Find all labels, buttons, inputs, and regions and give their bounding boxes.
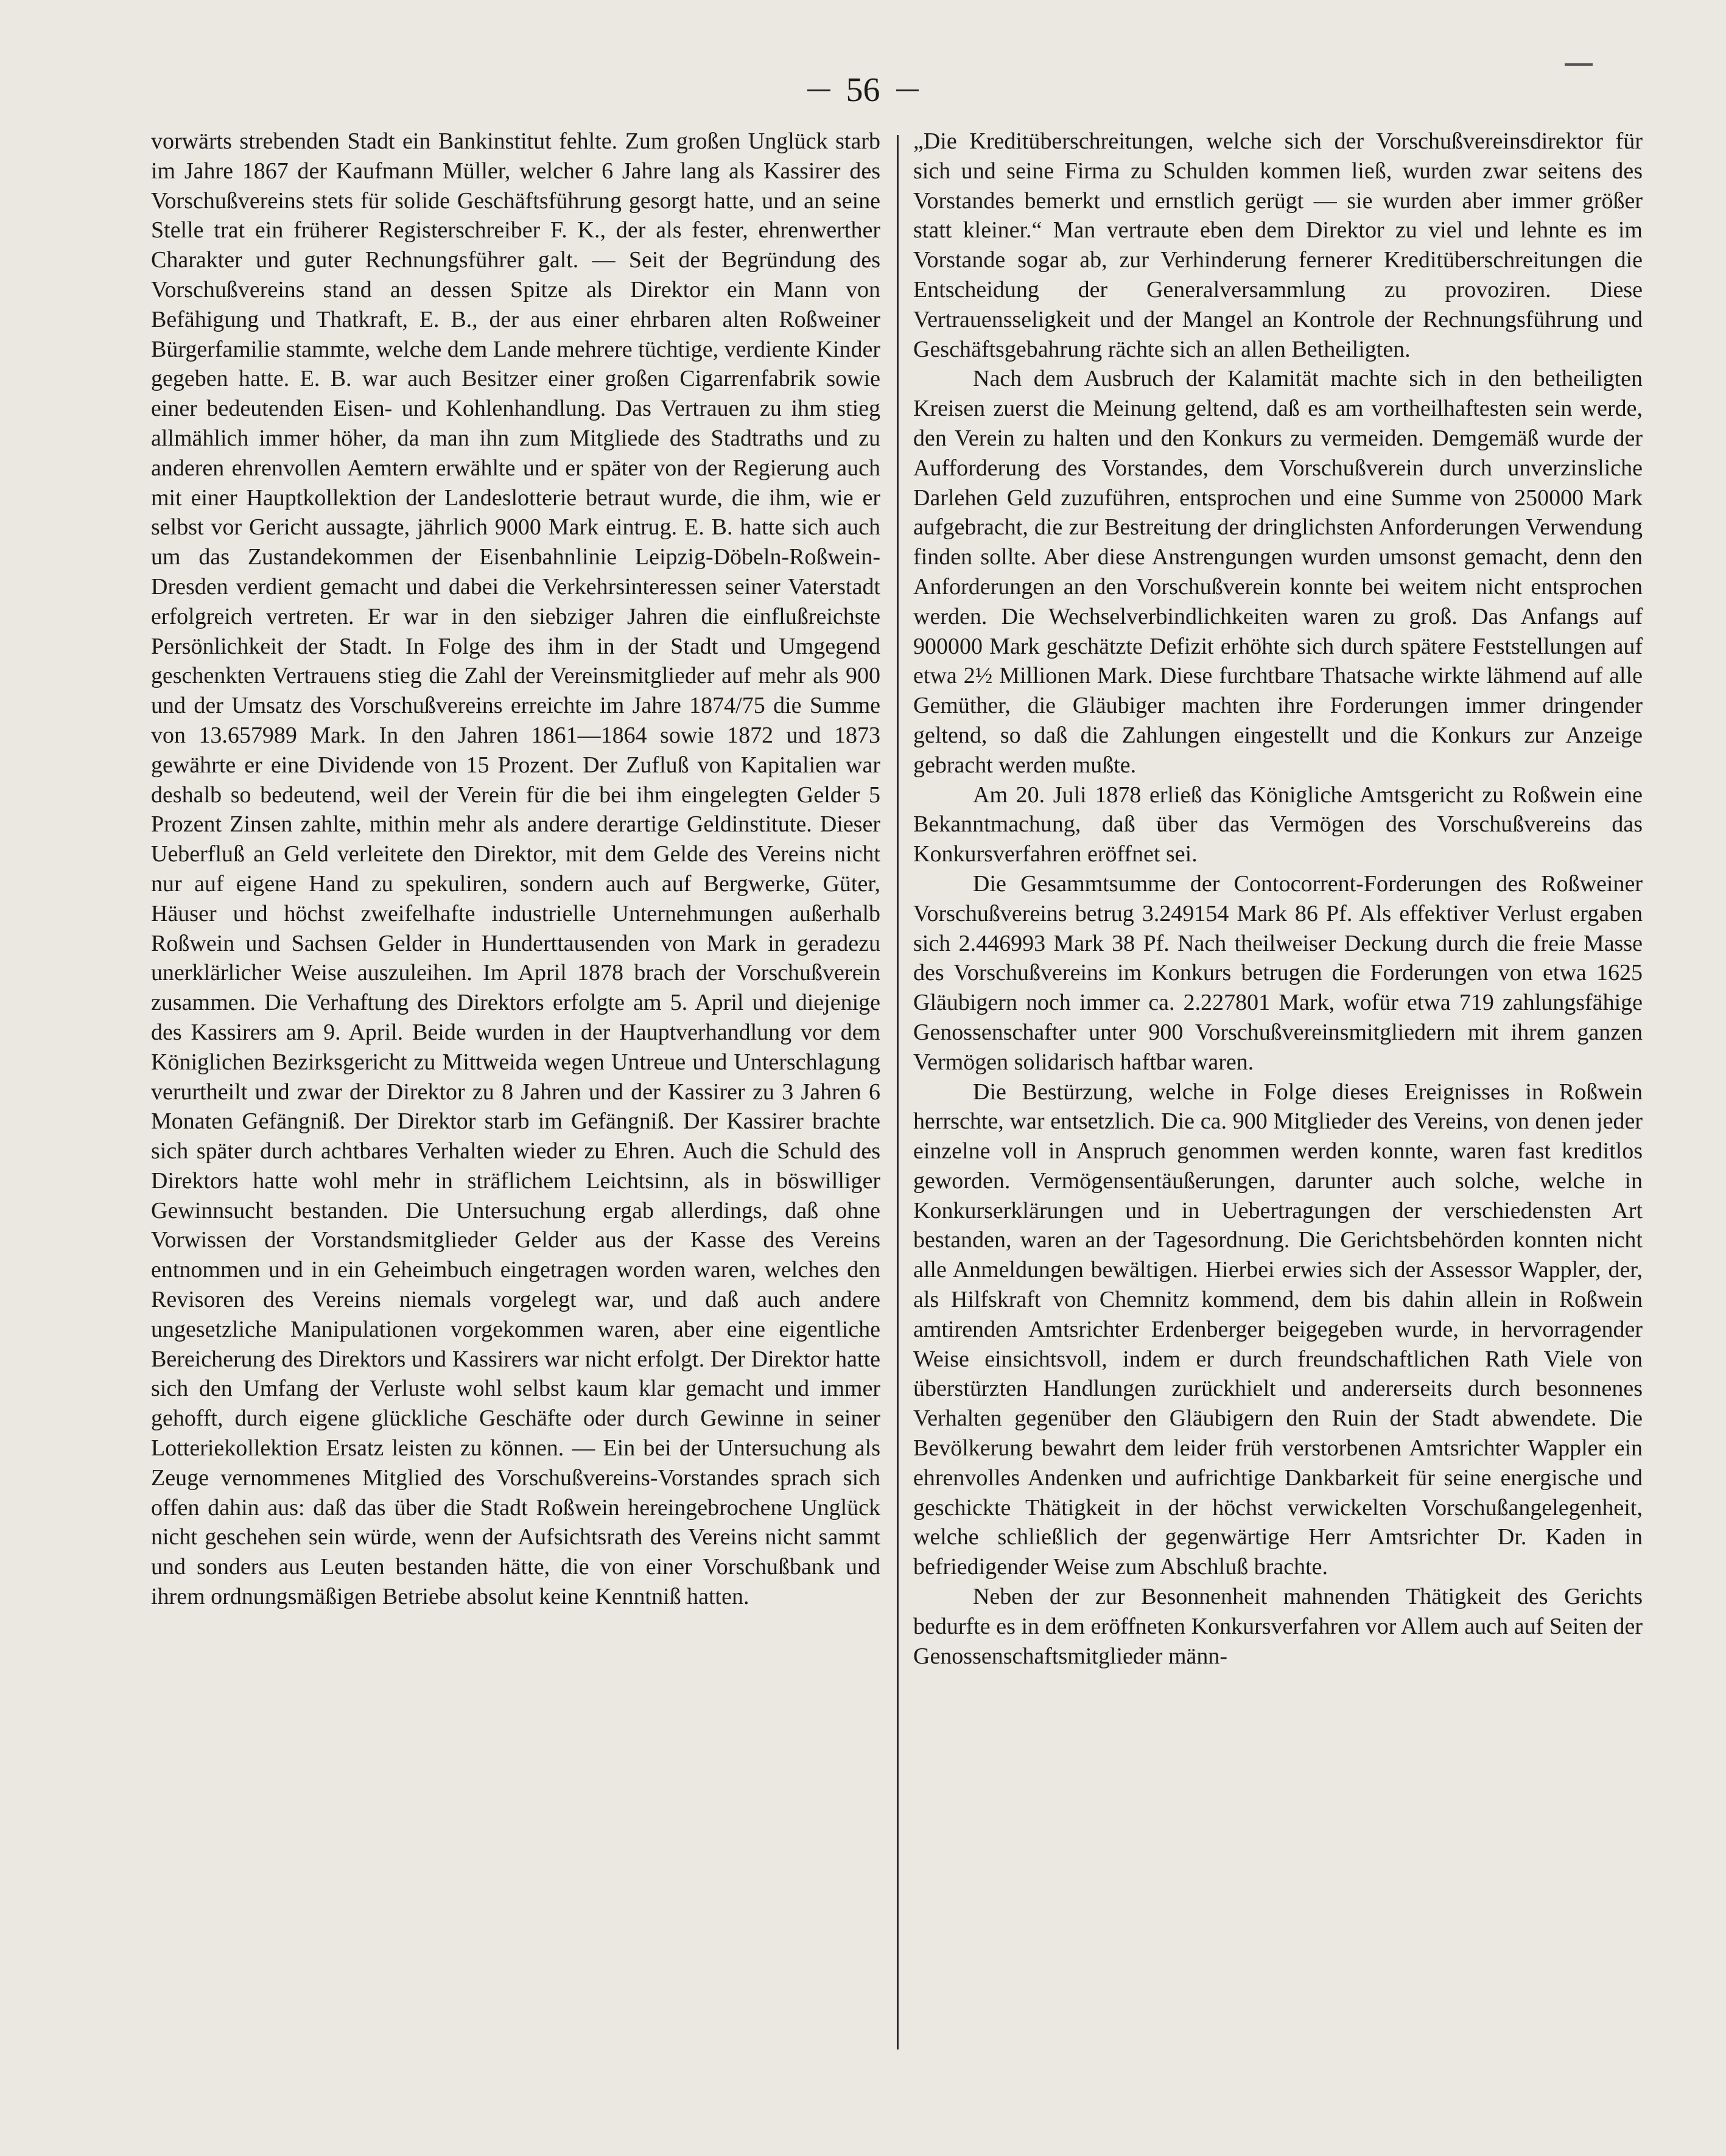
page-number-right-rule (896, 89, 919, 91)
page-number (791, 66, 935, 114)
right-paragraph-1: „Die Kreditüberschreitungen, welche sich der Vorschußvereinsdirektor für sich und seine Firma zu Schulden kommen ließ, wurden zwar seitens des Vorstandes bemerkt und ernstlich gerügt — sie wurden aber immer größer statt kleiner.“ Man vertraute eben dem Direktor zu viel und lehnte es im Vorstande sogar ab, zur Verhinderung fernerer Kreditüberschreitungen die Entscheidung der Generalversammlung zu provoziren. Diese Vertrauensseligkeit und der Mangel an Kontrole der Rechnungsführung und Geschäftsgebahrung rächte sich an allen Betheiligten. (913, 128, 1643, 362)
right-paragraph-2: Nach dem Ausbruch der Kalamität machte sich in den betheiligten Kreisen zuerst die Meinung geltend, daß es am vortheilhaftesten sein werde, den Verein zu halten und den Konkurs zu vermeiden. Demgemäß wurde der Aufforderung des Vorstandes, dem Vorschußverein durch unverzinsliche Darlehen Geld zuzuführen, entsprochen und eine Summe von 250000 Mark aufgebracht, die zur Bestreitung der dringlichsten Anforderungen Verwendung finden sollte. Aber diese Anstrengungen wurden umsonst gemacht, denn den Anforderungen an den Vorschußverein konnte bei weitem nicht entsprochen werden. Die Wechselverbindlichkeiten waren zu groß. Das Anfangs auf 900000 Mark geschätzte Defizit erhöhte sich durch spätere Feststellungen auf etwa 2½ Millionen Mark. Diese furchtbare Thatsache wirkte lähmend auf alle Gemüther, die Gläubiger machten ihre Forderungen immer dringender geltend, so daß die Zahlungen eingestellt und die Konkurs zur Anzeige gebracht werden mußte. (913, 366, 1643, 778)
right-paragraph-3: Am 20. Juli 1878 erließ das Königliche Amtsgericht zu Roßwein eine Bekanntmachung, daß über das Vermögen des Vorschußvereins das Konkursverfahren eröffnet sei. (913, 782, 1643, 867)
right-paragraph-5: Die Bestürzung, welche in Folge dieses Ereignisses in Roßwein herrschte, war entsetzlich. Die ca. 900 Mitglieder des Vereins, von denen jeder einzelne voll in Anspruch genommen werden konnte, waren fast kreditlos geworden. Vermögensentäußerungen, darunter auch solche, welche in Konkurserklärungen und in Uebertragungen der verschiedensten Art bestanden, waren an der Tagesordnung. Die Gerichtsbehörden konnten nicht alle Anmeldungen bewältigen. Hierbei erwies sich der Assessor Wappler, der, als Hilfskraft von Chemnitz kommend, dem bis dahin allein in Roßwein amtirenden Amtsrichter Erdenberger beigegeben wurde, in hervorragender Weise einsichtsvoll, indem er durch freundschaftlichen Rath Viele von überstürzten Handlungen zurückhielt und andererseits durch besonnenes Verhalten gegenüber den Gläubigern den Ruin der Stadt abwendete. Die Bevölkerung bewahrt dem leider früh verstorbenen Amtsrichter Wappler ein ehrenvolles Andenken und aufrichtige Dankbarkeit für seine energische und geschickte Thätigkeit in der höchst verwickelten Vorschußangelegenheit, welche schließlich der gegenwärtige Herr Amtsrichter Dr. Kaden in befriedigender Weise zum Abschluß brachte. (913, 1079, 1643, 1580)
left-paragraph-1: vorwärts strebenden Stadt ein Bankinstitut fehlte. Zum großen Unglück starb im Jahre 1867 der Kaufmann Müller, welcher 6 Jahre lang als Kassirer des Vorschußvereins stets für solide Geschäftsführung gesorgt hatte, und an seine Stelle trat ein früherer Registerschreiber F. K., der als fester, ehrenwerther Charakter und guter Rechnungsführer galt. — Seit der Begründung des Vorschußvereins stand an dessen Spitze als Direktor ein Mann von Befähigung und Thatkraft, E. B., der aus einer ehrbaren alten Roßweiner Bürgerfamilie stammte, welche dem Lande mehrere tüchtige, verdiente Kinder gegeben hatte. E. B. war auch Besitzer einer großen Cigarrenfabrik sowie einer bedeutenden Eisen- und Kohlenhandlung. Das Vertrauen zu ihm stieg allmählich immer höher, da man ihn zum Mitgliede des Stadtraths und zu anderen ehrenvollen Aemtern erwählte und er später von der Regierung auch mit einer Hauptkollektion der Landeslotterie betraut wurde, die ihm, wie er selbst vor Gericht aussagte, jährlich 9000 Mark eintrug. E. B. hatte sich auch um das Zustandekommen der Eisenbahnlinie Leipzig-Döbeln-Roßwein-Dresden verdient gemacht und dabei die Verkehrsinteressen seiner Vaterstadt erfolgreich vertreten. Er war in den siebziger Jahren die einflußreichste Persönlichkeit der Stadt. In Folge des ihm in der Stadt und Umgegend geschenkten Vertrauens stieg die Zahl der Vereinsmitglieder auf mehr als 900 und der Umsatz des Vorschußvereins erreichte im Jahre 1874/75 die Summe von 13.657989 Mark. In den Jahren 1861—1864 sowie 1872 und 1873 gewährte er eine Dividende von 15 Prozent. Der Zufluß von Kapitalien war deshalb so bedeutend, weil der Verein für die bei ihm eingelegten Gelder 5 Prozent Zinsen zahlte, mithin mehr als andere derartige Geldinstitute. Dieser Ueberfluß an Geld verleitete den Direktor, mit dem Gelde des Vereins nicht nur auf eigene Hand zu spekuliren, sondern auch auf Bergwerke, Güter, Häuser und höchst zweifelhafte industrielle Unternehmungen außerhalb Roßwein und Sachsen Gelder in Hunderttausenden von Mark in geradezu unerklärlicher Weise auszuleihen. Im April 1878 brach der Vorschußverein zusammen. Die Verhaftung des Direktors erfolgte am 5. April und diejenige des Kassirers am 9. April. Beide wurden in der Hauptverhandlung vor dem Königlichen Bezirksgericht zu Mittweida wegen Untreue und Unterschlagung verurtheilt und zwar der Direktor zu 8 Jahren und der Kassirer zu 3 Jahren 6 Monaten Gefängniß. Der Direktor starb im Gefängniß. Der Kassirer brachte sich später durch achtbares Verhalten wieder zu Ehren. Auch die Schuld des Direktors hatte wohl mehr in sträflichem Leichtsinn, als in böswilliger Gewinnsucht bestanden. Die Untersuchung ergab allerdings, daß ohne Vorwissen der Vorstandsmitglieder Gelder aus der Kasse des Vereins entnommen und in ein Geheimbuch eingetragen worden waren, welches den Revisoren des Vereins niemals vorgelegt war, und daß auch andere ungesetzliche Manipulationen vorgekommen waren, aber eine eigentliche Bereicherung des Direktors und Kassirers war nicht erfolgt. Der Direktor hatte sich den Umfang der Verluste wohl selbst kaum klar gemacht und immer gehofft, durch eigene glückliche Geschäfte oder durch Gewinne in seiner Lotteriekollektion Ersatz leisten zu können. — Ein bei der Untersuchung als Zeuge vernommenes Mitglied des Vorschußvereins-Vorstandes sprach sich offen dahin aus: daß das über die Stadt Roßwein hereingebrochene Unglück nicht geschehen sein würde, wenn der Aufsichtsrath des Vereins nicht sammt und sonders aus Leuten bestanden hätte, die von einer Vorschußbank und ihrem ordnungsmäßigen Betriebe absolut keine Kenntniß hatten. (151, 128, 880, 1610)
right-paragraph-6: Neben der zur Besonnenheit mahnenden Thätigkeit des Gerichts bedurfte es in dem eröffneten Konkursverfahren vor Allem auch auf Seiten der Genossenschaftsmitglieder männ- (913, 1584, 1643, 1669)
corner-mark (1565, 63, 1593, 66)
right-column (913, 127, 1643, 1671)
left-column (151, 127, 880, 1612)
page-number-left-rule (807, 89, 830, 91)
column-divider (897, 135, 899, 2049)
right-paragraph-4: Die Gesammtsumme der Contocorrent-Forderungen des Roßweiner Vorschußvereins betrug 3.249154 Mark 86 Pf. Als effektiver Verlust ergaben sich 2.446993 Mark 38 Pf. Nach theilweiser Deckung durch die freie Masse des Vorschußvereins im Konkurs betrugen die Forderungen von etwa 1625 Gläubigern noch immer ca. 2.227801 Mark, wofür etwa 719 zahlungsfähige Genossenschafter unter 900 Vorschußvereinsmitgliedern mit ihrem ganzen Vermögen solidarisch haftbar waren. (913, 870, 1643, 1075)
page-number-text: 56 (846, 71, 880, 109)
